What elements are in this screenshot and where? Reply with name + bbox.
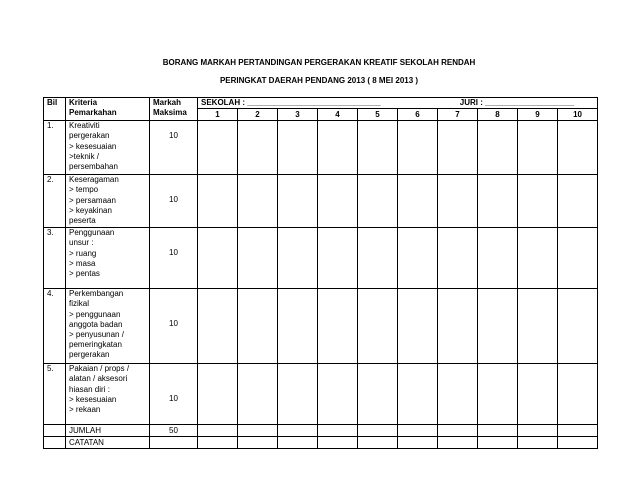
score-cell[interactable]: [238, 437, 278, 449]
score-cell[interactable]: [358, 364, 398, 425]
criteria-line: > penggunaan: [69, 309, 121, 319]
criteria-line: alatan / aksesori: [69, 374, 128, 384]
score-cell[interactable]: [438, 289, 478, 364]
criteria-text: [66, 364, 150, 425]
score-cell[interactable]: [478, 121, 518, 175]
score-cell[interactable]: [318, 175, 358, 228]
criteria-text: [66, 289, 150, 364]
score-cell[interactable]: [558, 425, 598, 437]
score-cell[interactable]: [478, 364, 518, 425]
row-number: 4.: [44, 289, 66, 364]
score-cell[interactable]: [238, 364, 278, 425]
score-cell[interactable]: [478, 289, 518, 364]
catatan-cell[interactable]: [150, 437, 198, 449]
criteria-line: fizikal: [69, 299, 90, 309]
score-cell[interactable]: [398, 425, 438, 437]
jumlah-value: 50: [150, 425, 198, 437]
score-cell[interactable]: [518, 425, 558, 437]
score-cell[interactable]: [318, 228, 358, 289]
judge-number: 8: [478, 109, 518, 121]
score-cell[interactable]: [558, 121, 598, 175]
judge-number: 9: [518, 109, 558, 121]
criteria-text: [66, 228, 150, 289]
criteria-line: anggota badan: [69, 319, 123, 329]
header-kriteria-line2: Pemarkahan: [69, 108, 117, 118]
judge-number: 1: [198, 109, 238, 121]
score-cell[interactable]: [238, 289, 278, 364]
header-bil: Bil: [44, 98, 66, 121]
juri-label: JURI : ____________________: [459, 98, 575, 107]
score-cell[interactable]: [198, 437, 238, 449]
score-cell[interactable]: [478, 175, 518, 228]
score-cell[interactable]: [478, 437, 518, 449]
judge-number: 10: [558, 109, 598, 121]
score-cell[interactable]: [438, 121, 478, 175]
judge-number: 7: [438, 109, 478, 121]
score-cell[interactable]: [478, 425, 518, 437]
criteria-line: >teknik /: [69, 151, 100, 161]
criteria-line: unsur :: [69, 238, 94, 248]
header-markah-line1: Markah: [153, 98, 182, 107]
score-cell[interactable]: [318, 121, 358, 175]
score-cell[interactable]: [238, 228, 278, 289]
judge-number: 4: [318, 109, 358, 121]
criteria-text: [66, 121, 150, 175]
score-cell[interactable]: [398, 437, 438, 449]
score-cell[interactable]: [358, 289, 398, 364]
criteria-line: Perkembangan: [69, 289, 124, 299]
score-cell[interactable]: [518, 121, 558, 175]
criteria-line: peserta: [69, 216, 96, 226]
max-mark: 10: [150, 175, 198, 228]
score-cell[interactable]: [518, 437, 558, 449]
catatan-label: CATATAN: [66, 437, 150, 449]
score-cell[interactable]: [318, 437, 358, 449]
score-cell[interactable]: [278, 121, 318, 175]
criteria-line: > penyusunan /: [69, 330, 124, 340]
score-cell[interactable]: [438, 364, 478, 425]
score-cell[interactable]: [398, 121, 438, 175]
header-kriteria-line1: Kriteria: [69, 98, 98, 107]
score-cell[interactable]: [558, 364, 598, 425]
criteria-line: pergerakan: [69, 131, 110, 141]
score-cell[interactable]: [358, 175, 398, 228]
form-title: BORANG MARKAH PERTANDINGAN PERGERAKAN KREATIF SEKOLAH RENDAH: [162, 58, 476, 67]
score-cell[interactable]: [398, 289, 438, 364]
score-cell[interactable]: [358, 228, 398, 289]
criteria-line: Kreativiti: [69, 121, 100, 131]
score-cell[interactable]: [398, 175, 438, 228]
score-cell[interactable]: [438, 437, 478, 449]
score-cell[interactable]: [518, 175, 558, 228]
score-cell[interactable]: [438, 228, 478, 289]
sekolah-label: SEKOLAH : ______________________________: [201, 98, 381, 107]
criteria-line: pemeringkatan: [69, 340, 122, 350]
score-cell[interactable]: [398, 228, 438, 289]
score-cell[interactable]: [318, 425, 358, 437]
score-cell[interactable]: [278, 437, 318, 449]
score-cell[interactable]: [358, 425, 398, 437]
row-number: 5.: [44, 364, 66, 425]
criteria-line: Penggunaan: [69, 228, 115, 238]
judge-number: 6: [398, 109, 438, 121]
score-cell[interactable]: [558, 175, 598, 228]
row-number: [44, 425, 66, 437]
row-number: [44, 437, 66, 449]
judge-number: 5: [358, 109, 398, 121]
row-number: 2.: [44, 175, 66, 228]
criteria-line: hiasan diri :: [69, 384, 110, 394]
judge-number: 3: [278, 109, 318, 121]
score-cell[interactable]: [518, 228, 558, 289]
criteria-line: > keyakinan: [69, 205, 112, 215]
score-cell[interactable]: [198, 228, 238, 289]
judge-number: 2: [238, 109, 278, 121]
criteria-line: > masa: [69, 258, 96, 268]
criteria-line: Keseragaman: [69, 175, 119, 185]
criteria-line: > pentas: [69, 269, 100, 279]
form-subtitle: PERINGKAT DAERAH PENDANG 2013 ( 8 MEI 2013 ): [219, 76, 419, 85]
criteria-line: persembahan: [69, 162, 118, 172]
score-cell[interactable]: [518, 364, 558, 425]
score-cell[interactable]: [278, 228, 318, 289]
score-cell[interactable]: [198, 121, 238, 175]
jumlah-row: [44, 425, 598, 437]
criteria-line: > persamaan: [69, 195, 116, 205]
score-cell[interactable]: [318, 289, 358, 364]
row-number: 3.: [44, 228, 66, 289]
score-cell[interactable]: [278, 364, 318, 425]
score-cell[interactable]: [198, 364, 238, 425]
criteria-row: [44, 121, 598, 175]
score-cell[interactable]: [438, 425, 478, 437]
criteria-line: > kesesuaian: [69, 141, 117, 151]
criteria-line: pergerakan: [69, 350, 110, 360]
row-number: 1.: [44, 121, 66, 175]
score-cell[interactable]: [558, 437, 598, 449]
criteria-line: > tempo: [69, 185, 99, 195]
score-cell[interactable]: [278, 175, 318, 228]
score-cell[interactable]: [198, 175, 238, 228]
score-cell[interactable]: [198, 425, 238, 437]
criteria-row: [44, 228, 598, 289]
score-cell[interactable]: [558, 228, 598, 289]
criteria-line: > kesesuaian: [69, 394, 117, 404]
score-cell[interactable]: [238, 425, 278, 437]
score-cell[interactable]: [398, 364, 438, 425]
score-table: [43, 97, 598, 449]
score-cell[interactable]: [438, 175, 478, 228]
criteria-row: [44, 289, 598, 364]
jumlah-label: JUMLAH: [66, 425, 150, 437]
score-cell[interactable]: [478, 228, 518, 289]
score-cell[interactable]: [238, 121, 278, 175]
criteria-line: > ruang: [69, 248, 97, 258]
max-mark: 10: [150, 121, 198, 175]
criteria-line: > rekaan: [69, 405, 101, 415]
header-markah-line2: Maksima: [153, 108, 187, 118]
score-cell[interactable]: [198, 289, 238, 364]
criteria-text: [66, 175, 150, 228]
max-mark: 10: [150, 364, 198, 425]
score-cell[interactable]: [358, 121, 398, 175]
sekolah-juri-header: [198, 98, 598, 109]
max-mark: 10: [150, 289, 198, 364]
score-cell[interactable]: [358, 437, 398, 449]
header-markah: [150, 98, 198, 121]
criteria-row: [44, 175, 598, 228]
score-cell[interactable]: [278, 289, 318, 364]
max-mark: 10: [150, 228, 198, 289]
score-cell[interactable]: [318, 364, 358, 425]
criteria-line: Pakaian / props /: [69, 364, 130, 374]
catatan-row: [44, 437, 598, 449]
criteria-row: [44, 364, 598, 425]
score-cell[interactable]: [518, 289, 558, 364]
score-cell[interactable]: [278, 425, 318, 437]
score-cell[interactable]: [558, 289, 598, 364]
header-kriteria: [66, 98, 150, 121]
header-row: [44, 98, 598, 109]
score-cell[interactable]: [238, 175, 278, 228]
